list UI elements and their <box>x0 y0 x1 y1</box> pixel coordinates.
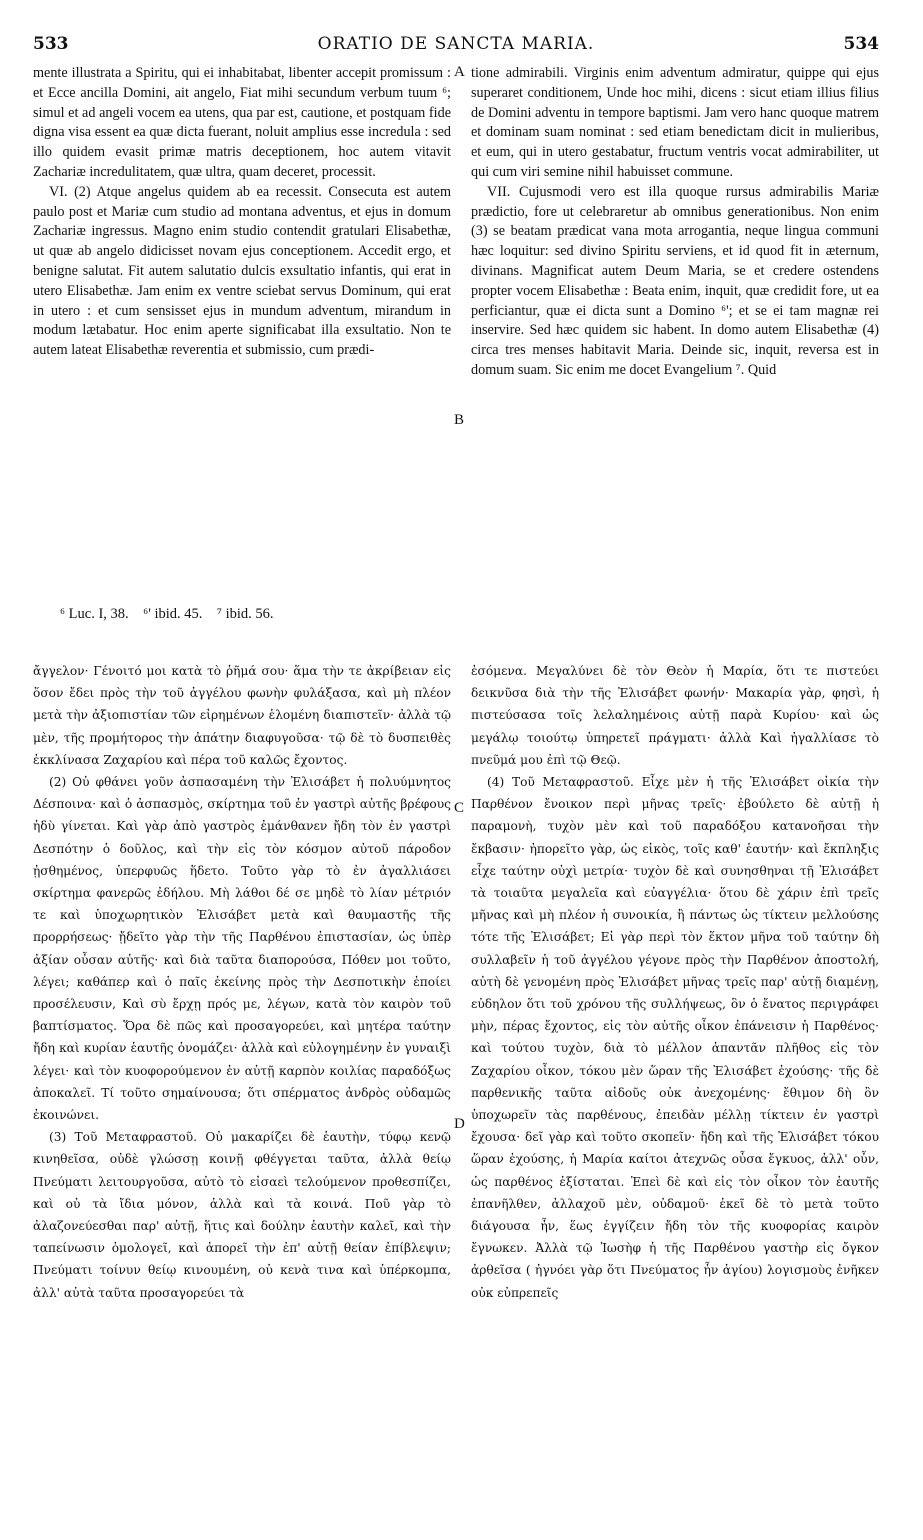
latin-column-left <box>33 64 451 361</box>
greek-paragraph: ἄγγελον· Γένοιτό μοι κατὰ τὸ ῥῆμά σου· ἅμα τὴν τε ἀκρίβειαν εἰς ὅσον ἔδει πρὸς τὴν τοῦ ἀγγέλου φωνὴν φυλάξασα, καὶ μὴ πλέον μετὰ τὴν ἀξιοπιστίαν τῶν εἰρημένων ἑλομένη διαπιστεῖν· ἀλλὰ τῷ μὲν, τῆς προμήτορος τὴν ἀπάτην διαφυγοῦσα· τῷ δὲ τὸ δυσπειθὲς ἐκκλίνασα Ζαχαρίου καὶ πέρα τοῦ καλῶς ἔχοντος. <box>33 664 451 767</box>
greek-column-right <box>471 660 879 1304</box>
greek-paragraph: (4) Τοῦ Μεταφραστοῦ. Εἶχε μὲν ἡ τῆς Ἐλισάβετ οἰκία τὴν Παρθένον ἔνοικον περὶ μῆνας τρεῖς· ἐβούλετο δὲ αὐτῇ ἡ παραμονὴ, τυχὸν μὲν καὶ τοῦ παραδόξου κατανοῆσαι τὴν ἔκβασιν· ἠπορεῖτο γὰρ, ὡς εἰκὸς, τοῖς καθ' ἑαυτήν· καὶ ἔκπληξις εἶχε ταύτην οὐχὶ μετρία· τυχὸν δὲ καὶ συνησθηναι τῇ Ἐλισάβετ τὰ τοιαῦτα μεγαλεῖα καὶ εὐαγγέλια· ὅτου δὲ χάριν ἐπὶ τρεῖς μῆνας καὶ μὴ πλέον ἡ συνοικία, ἢ πάντως ὡς τίκτειν μελλούσης τότε τῆς Ἐλισάβετ; Εἰ γὰρ περὶ τὸν ἕκτον μῆνα τοῦ ταύτην δὴ συλλαβεῖν ἡ τοῦ ἀγγέλου γέγονε πρὸς τὴν Παρθένον ἀποστολή, αὐτὴ δὲ γενομένη πρὸς Ἐλισάβετ μῆνας τρεῖς παρ' αὐτῇ διαμένῃ, εὐδηλον ὅτι τοῦ χρόνου τῆς συλλήψεως, ὃν ὁ ἔνατος περιγράφει μὴν, πέρας ἔχοντος, εἰς τὸν αὐτῆς οἶκον ἐπάνεισιν ἡ Παρθένος· καὶ τούτου τυχὸν, διὰ τὸ μέλλον ἀπαντᾶν πλῆθος εἰς τὸν Ζαχαρίου οἶκον, τόκου μὲν ὥραν τῆς Ἐλισάβετ ἐχούσης· τῆς δὲ παρθενικῆς ταῦτα αἰδοῦς οὐκ ἀνεχομένης· ἔθιμον δὴ ὂν ὑποχωρεῖν τὰς παρθένους, ἐπειδὰν μέλλῃ τίκτειν ἐν γαστρὶ ἔχουσα· δεῖ γὰρ καὶ τοῦτο σκοπεῖν· ἤδη καὶ τῆς Ἐλισάβετ τόκου ὥραν ἐχούσης, ἡ Μαρία καίτοι ἀτεχνῶς οὖσα ἔγκυος, ἀλλ' οὖν, ὡς παρθένος ἐξίσταται. Ἐπεὶ δὲ καὶ εἰς τὸν οἶκον τὸν ἑαυτῆς ἐπανῆλθεν, ἀλλαχοῦ μὲν, οὐδαμοῦ· ἐκεῖ δὲ τὸ μετὰ τοῦτο διάγουσα ἦν, ἕως ἐγγίζειν ἤδη τὸν τῆς κυοφορίας καιρὸν ἔγνωκεν. Ἀλλὰ τῷ Ἰωσὴφ ἡ τῆς Παρθένου γαστὴρ εἰς ὄγκον ἀρθεῖσα ( ἠγνόει γὰρ ὅτι Πνεύματος ἦν ἁγίου) λογισμοὺς ἐνῆκεν οὐκ εὐπρεπεῖς <box>471 775 879 1300</box>
latin-paragraph: tione admirabili. Virginis enim adventum admiratur, quippe qui ejus superaret conditionem, Unde hoc mihi, dicens : sicut etiam illius filius de Domini adventu in tempore baptismi. Jam vero hanc quoque matrem et dominam suam nominat : sed etiam benedictam dicit in mulieribus, et eum, qui in utero gestabatur, fructum ventris vocat admirabiliter, ut qui cum viri semine nihil habuisset commune. <box>471 65 879 180</box>
greek-paragraph: (3) Τοῦ Μεταφραστοῦ. Οὐ μακαρίζει δὲ ἑαυτὴν, τύφῳ κενῷ κινηθεῖσα, οὐδὲ γλώσσῃ κοινῇ φθέγγεται ταῦτα, ἀλλὰ θείῳ Πνεύματι λειτουργοῦσα, αὐτὸ τὸ εἰσαεὶ τελούμενον προθεσπίζει, καὶ οὐ τὰ ἴδια μόνον, ἀλλὰ καὶ τὰ κοινά. Ποῦ γὰρ τὸ ἀλαζονεύεσθαι παρ' αὐτῇ, ἥτις καὶ δούλην ἑαυτὴν καλεῖ, καὶ τὴν ταπείνωσιν ὁμολογεῖ, καὶ ἀπορεῖ τὴν ἐπ' αὐτῇ θείαν ἐπίβλεψιν; Πνεύματι τοίνυν θείῳ κινουμένη, οὐ κενὰ τινα καὶ ὑπέρκομπα, ἀλλ' αὐτὰ ταῦτα προσαγορεύει τὰ <box>33 1130 451 1300</box>
greek-column-left <box>33 660 451 1304</box>
footnotes: ⁶ Luc. I, 38. ⁶' ibid. 45. ⁷ ibid. 56. <box>60 606 274 622</box>
page-number-left: 533 <box>33 34 69 54</box>
latin-paragraph: mente illustrata a Spiritu, qui ei inhabitabat, libenter accepit promissum : et Ecce ancilla Domini, ait angelo, Fiat mihi secundum verbum tuum ⁶; simul et ad angeli vocem ea utens, qua par est, cautione, et postquam fide digna visa essent ea quæ dicta fuerant, noluit amplius esse incredula : sed illo quidem evasit primæ matris deceptionem, hoc autem vitavit Zachariæ incredulitatem, quæ ultra, quam deceret, processit. <box>33 65 451 180</box>
page-header <box>33 34 879 58</box>
greek-paragraph: (2) Οὐ φθάνει γοῦν ἀσπασαμένη τὴν Ἐλισάβετ ἡ πολυύμνητος Δέσποινα· καὶ ὁ ἀσπασμὸς, σκίρτημα τοῦ ἐν γαστρὶ αὐτῆς βρέφους ἡδὺ γίνεται. Καὶ γὰρ ἀπὸ γαστρὸς ἐμάνθανεν ἤδη τὸν ἐν γαστρὶ Δεσπότην ὁ δοῦλος, καὶ τὴν εἰς τὸν κόσμον αὐτοῦ πάροδον ᾐσθημένος, ὑπερφυῶς ἥδετο. Τοῦτο γὰρ τὸ ἐν ἀγαλλιάσει σκίρτημα φανερῶς ἐδήλου. Μὴ λάθοι δέ σε μηδὲ τὸ λίαν μέτριόν τε καὶ ὑποχωρητικὸν Ἐλισάβετ μετὰ καὶ θαυμαστῆς τῆς προρρήσεως· ᾔδεῖτο γὰρ τὴν τῆς Παρθένου ἐπιστασίαν, ὡς ὑπὲρ ἀξίαν οὖσαν αὐτῆς· καὶ διὰ ταῦτα διαπορούσα, Πόθεν μοι τοῦτο, λέγει; καθάπερ καὶ ὁ παῖς ἐκείνης πρὸς τὴν Δεσποτικὴν ἐποίει προσέλευσιν, Καὶ σὺ ἔρχῃ πρός με, λέγων, κατὰ τὸν καιρὸν τοῦ βαπτίσματος. Ὅρα δὲ πῶς καὶ προσαγορεύει, καὶ μητέρα ταύτην ἤδη καὶ κυρίαν ἑαυτῆς ὀνομάζει· ἀλλὰ καὶ εὐλογημένην ἐν γυναιξὶ λέγει· καὶ τὸν κυοφορούμενον ἐν αὐτῇ καρπὸν κοιλίας παραδόξως ἀποκαλεῖ. Τί τοῦτο σημαίνουσα; ὅτι σπέρματος ἀνδρὸς οὐδαμῶς ἐκοινώνει. <box>33 775 451 1123</box>
latin-column-right <box>471 64 879 381</box>
page-number-right: 534 <box>843 34 879 54</box>
latin-paragraph: VII. Cujusmodi vero est illa quoque rursus admirabilis Mariæ prædictio, fore ut celebraretur ab omnibus generationibus. Non enim (3) se beatam prædicat vana mota arrogantia, neque lingua communi hæc loquitur: sed divino Spiritu serviens, et id quod fit in æternum, divinans. Magnificat autem Deum Maria, se et credere ostendens propter vocem Elisabethæ : Beata enim, inquit, quæ credidit fore, ut ea perficiantur, quæ ei dicta sunt a Domino ⁶'; et se ei tam magnæ rei inservire. Sed hæc quidem sic habent. In domo autem Elisabethæ (4) circa tres menses habitavit Maria. Deinde sic, inquit, reversa est in domum suam. Sic enim me docet Evangelium ⁷. Quid <box>471 183 879 378</box>
latin-paragraph: VI. (2) Atque angelus quidem ab ea recessit. Consecuta est autem paulo post et Mariæ cum studio ad montana adventus, et ejus in domum Zachariæ ingressus. Magno enim studio contendit gratulari Elisabethæ, ut quæ ab angelo didicisset novam ejus conceptionem. Accedit ergo, et benigne salutat. Fit autem salutatio dulcis exsultatio infantis, qui erat in utero Elisabethæ. Jam enim ex ventre sciebat servus Dominum, qui erat in utero : et cum sensisset ejus in mundum adventum, mirandum in modum lætabatur. Hoc enim aperte significabat illa exsultatio. Non te autem lateat Elisabethæ reverentia et submissio, cum prædi- <box>33 183 451 359</box>
margin-marker-d: D <box>454 1116 465 1132</box>
greek-paragraph: ἐσόμενα. Μεγαλύνει δὲ τὸν Θεὸν ἡ Μαρία, ὅτι τε πιστεύει δεικνῦσα διὰ τὴν τῆς Ἐλισάβετ φωνήν· Μακαρία γὰρ, φησὶ, ἡ πιστεύσασα τοῖς λελαλημένοις αὐτῇ παρὰ Κυρίου· καὶ ὡς μεγάλῳ τοιούτῳ ὑπηρετεῖ πράγματι· ἀλλὰ Καὶ ἠγαλλίασε τὸ πνεῦμά μου ἐπὶ τῷ Θεῷ. <box>471 664 879 767</box>
margin-marker-b: B <box>454 412 465 428</box>
margin-marker-c: C <box>454 800 465 816</box>
running-title: ORATIO DE SANCTA MARIA. <box>317 34 595 54</box>
margin-marker-a: A <box>454 64 465 80</box>
